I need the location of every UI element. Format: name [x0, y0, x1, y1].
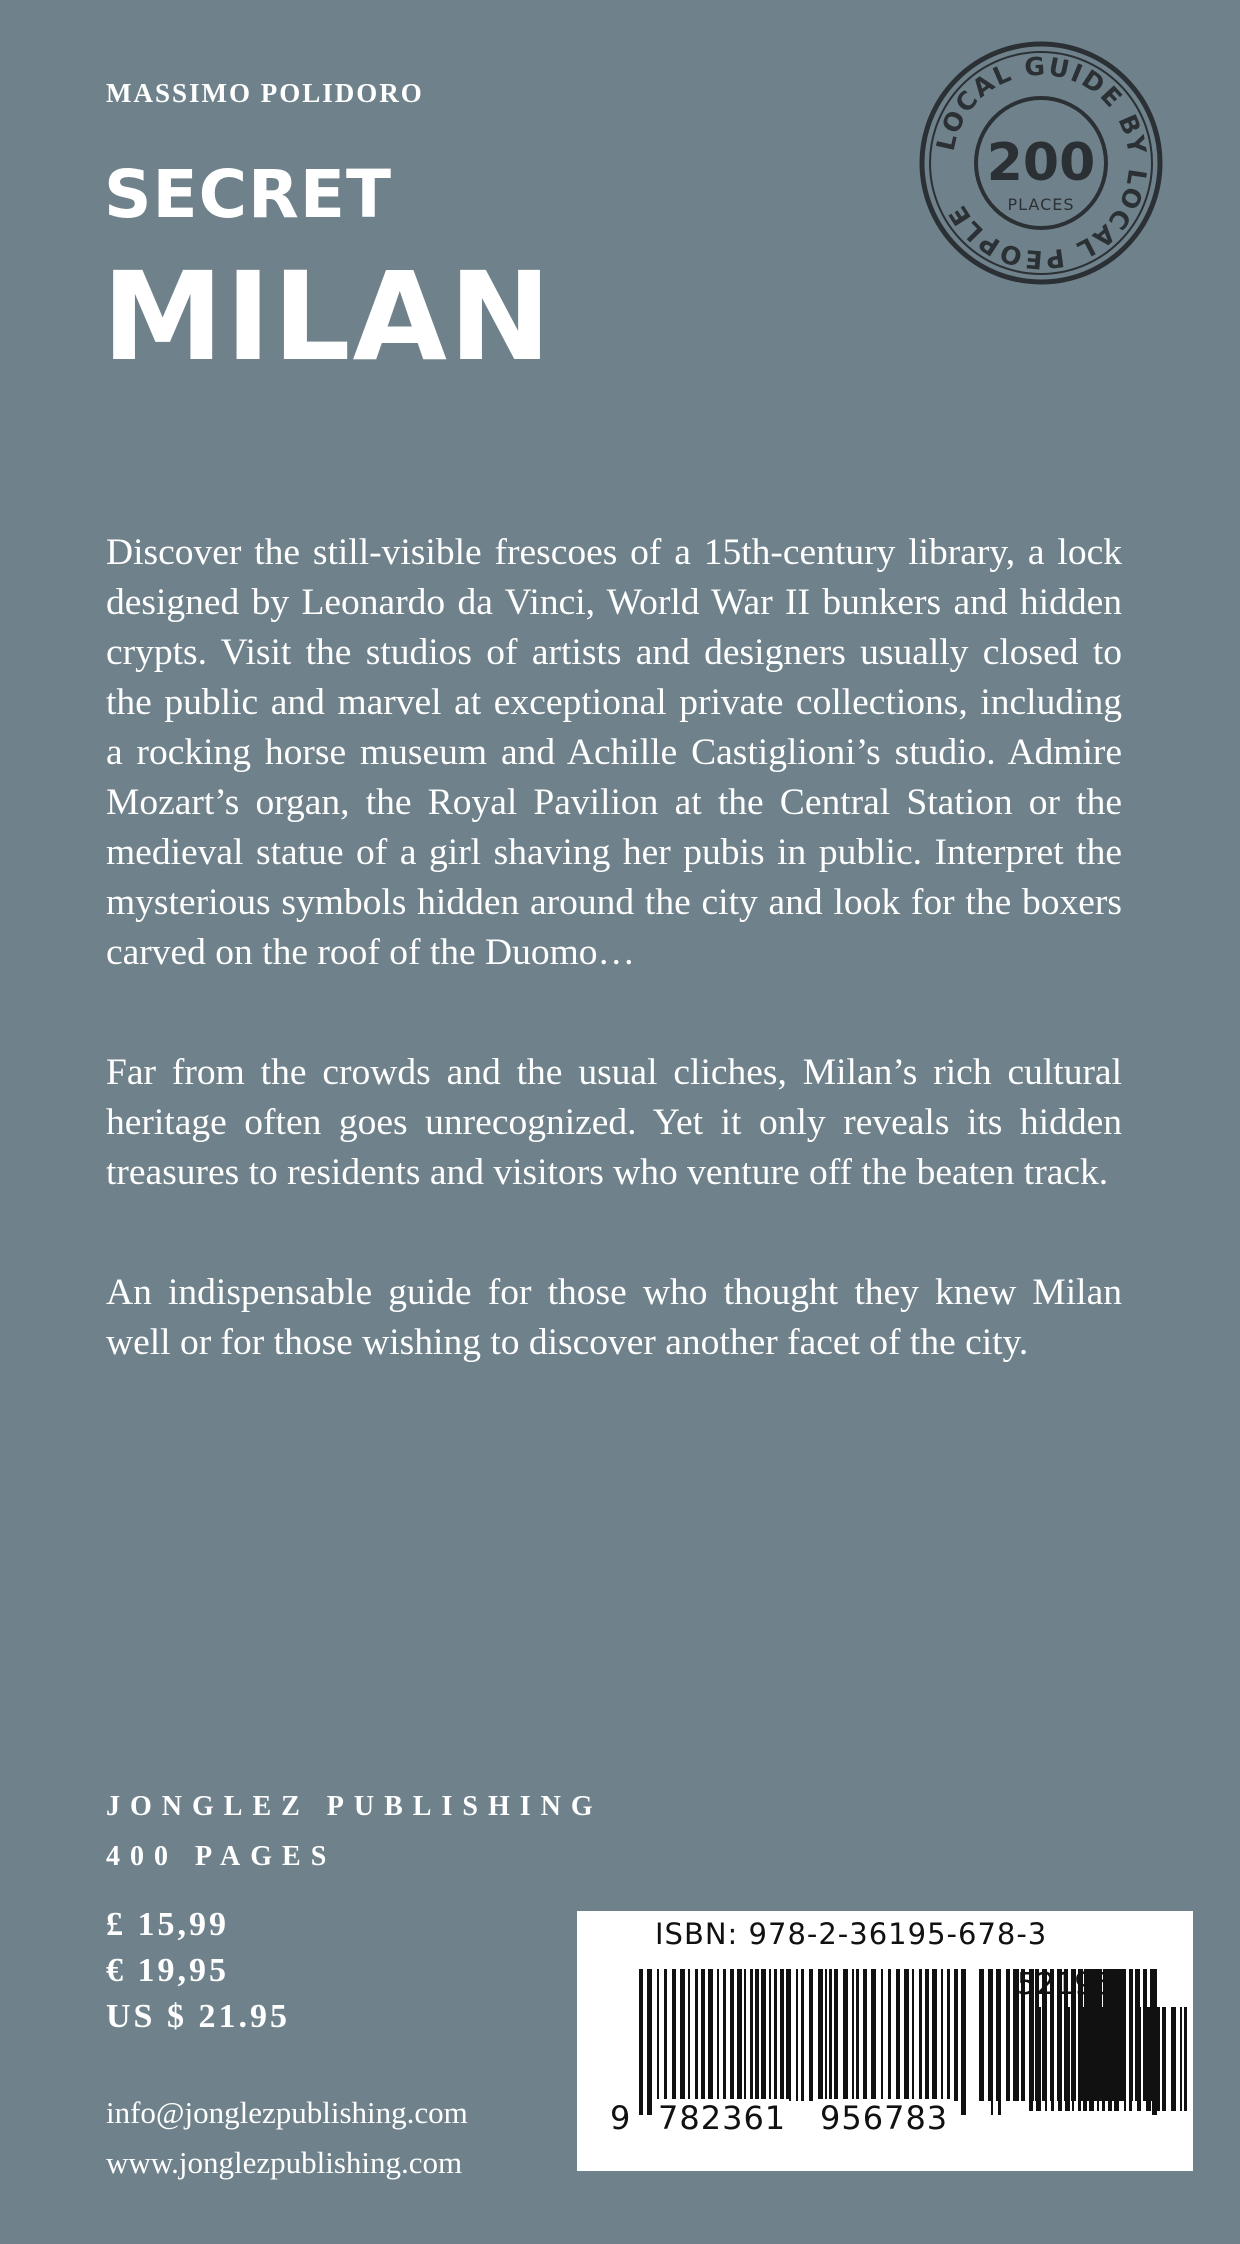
barcode-bar [695, 1969, 698, 2101]
barcode-bar [701, 1969, 705, 2101]
barcode-digits-left: 782361 [655, 2099, 789, 2137]
barcode-bar [664, 1969, 667, 2101]
barcode-bar [925, 1969, 929, 2101]
barcode-bar [825, 1969, 827, 2101]
barcode-bar [888, 1969, 891, 2101]
barcode-bar [1102, 2007, 1105, 2111]
title-milan: MILAN [102, 246, 554, 388]
barcode-bar [834, 1969, 838, 2101]
barcode-bar [947, 1969, 950, 2101]
barcode-bar [801, 1969, 804, 2101]
barcode-bar [1051, 2007, 1054, 2111]
barcode-bar [1029, 2007, 1033, 2111]
barcode-bar [1171, 2007, 1176, 2111]
title-secret: SECRET [104, 156, 392, 233]
barcode-bar [961, 1969, 966, 2115]
barcode-bar [639, 1969, 643, 2115]
barcode-bar [829, 1969, 832, 2101]
barcode-bar [1072, 2007, 1074, 2111]
barcode-bar [904, 1969, 909, 2101]
back-cover-description [106, 528, 1122, 1438]
publisher-name: JONGLEZ PUBLISHING [106, 1791, 603, 1822]
description-paragraph: Far from the crowds and the usual cliches, Milan’s rich cultural heritage often goes unrecognized. Yet it only reveals its hidden treasures to residents and visitors who venture off the beaten track. [106, 1052, 1122, 1193]
barcode-bar [1006, 1969, 1008, 2101]
barcode-bar [981, 1969, 984, 2101]
barcode-bar [657, 1969, 659, 2101]
barcode-bar [1157, 2007, 1160, 2111]
price-gbp: £ 15,99 [106, 1906, 229, 1943]
barcode-bar [1097, 2007, 1099, 2111]
contact-email: info@jonglezpublishing.com [106, 2095, 468, 2130]
barcode-bar [954, 1969, 958, 2101]
barcode-bar [723, 1969, 726, 2101]
stamp-number: 200 [986, 133, 1096, 193]
barcode-bar [1124, 2007, 1126, 2111]
barcode-bar [680, 1969, 685, 2101]
barcode-bar [988, 1969, 992, 2101]
local-guide-stamp-icon [918, 40, 1164, 286]
barcode-bar [852, 1969, 854, 2101]
barcode-bar [1013, 1969, 1016, 2101]
price-list [106, 1902, 290, 2040]
page-count: 400 PAGES [106, 1841, 337, 1872]
barcode-bar [761, 1969, 766, 2101]
contact-info [106, 2088, 468, 2188]
contact-website: www.jonglezpublishing.com [106, 2145, 463, 2180]
stamp-ring-text: LOCAL GUIDE BY LOCAL PEOPLE [930, 51, 1153, 275]
barcode-bar [1162, 2007, 1166, 2111]
barcode-bar [1078, 2007, 1081, 2111]
barcode-bar [774, 1969, 777, 2101]
barcode-bar [871, 1969, 876, 2101]
barcode-bar [1129, 2007, 1132, 2111]
description-paragraph: Discover the still-visible frescoes of a 15th-century library, a lock designed by Leonardo da Vinci, World War II bunkers and hidden crypts. Visit the studios of artists and designers usually closed to the public and marvel at exceptional private collections, including a rocking horse museum and Achille Castiglioni’s studio. Admire Mozart’s organ, the Royal Pavilion at the Central Station or the medieval statue of a girl shaving her pubis in public. Interpret the mysterious symbols hidden around the city and look for the boxers carved on the roof of the Duomo… [106, 532, 1122, 973]
barcode-bar [769, 1969, 771, 2101]
barcode-bar [941, 1969, 943, 2101]
barcode-bar [1083, 2007, 1087, 2111]
price-eur: € 19,95 [106, 1952, 229, 1989]
barcode-bar [1153, 2007, 1155, 2111]
barcode-addon-digits: 52195 [1017, 1967, 1113, 2002]
description-paragraph: An indispensable guide for those who thought they knew Milan well or for those wishing to discover another facet of the city. [106, 1272, 1122, 1363]
barcode-bar [1065, 2007, 1070, 2111]
price-usd: US $ 21.95 [106, 1998, 290, 2035]
barcode-bar [896, 1969, 900, 2101]
author-name: MASSIMO POLIDORO [106, 78, 424, 108]
barcode-bar [996, 1969, 1001, 2101]
barcode-panel [577, 1911, 1193, 2171]
barcode-digit-first: 9 [607, 2099, 633, 2137]
barcode-bar [919, 1969, 922, 2101]
barcode-bar [786, 1969, 791, 2101]
barcode-bar [1137, 2007, 1141, 2111]
barcode-bar [1058, 2007, 1062, 2111]
barcode-bar [863, 1969, 867, 2101]
barcode-bar [717, 1969, 719, 2101]
barcode-bar [780, 1969, 784, 2101]
barcode-bar [1036, 2007, 1041, 2111]
barcode-bar [796, 1969, 798, 2101]
barcode-bar [932, 1969, 937, 2101]
barcode-bar [1184, 2007, 1187, 2111]
barcode-bar [881, 1969, 883, 2101]
barcode-bar [912, 1969, 914, 2101]
barcode-bar [750, 1969, 753, 2101]
isbn-number: ISBN: 978-2-36195-678-3 [655, 1917, 1048, 1951]
barcode-bar [672, 1969, 676, 2101]
barcode-bar [688, 1969, 690, 2101]
barcode-bar [1045, 2007, 1047, 2111]
barcode-bar [818, 1969, 823, 2101]
barcode-bar [1108, 2007, 1112, 2111]
barcode-bar [730, 1969, 734, 2101]
barcode-bar [647, 1969, 652, 2115]
stamp-label: PLACES [1007, 195, 1075, 214]
barcode-bar [737, 1969, 742, 2101]
barcode-bar [1089, 2007, 1094, 2111]
barcode-bar [1114, 2007, 1119, 2111]
barcode-bar [1180, 2007, 1182, 2111]
barcode-bar [843, 1969, 848, 2101]
barcode-bar [1146, 2007, 1151, 2111]
barcode-digits-right: 956783 [817, 2099, 951, 2137]
barcode-bar [744, 1969, 746, 2101]
barcode-bar [755, 1969, 759, 2101]
publisher-info [106, 1782, 603, 1882]
barcode-bar [708, 1969, 713, 2101]
barcode-bar [809, 1969, 813, 2101]
barcode-bar [856, 1969, 859, 2101]
